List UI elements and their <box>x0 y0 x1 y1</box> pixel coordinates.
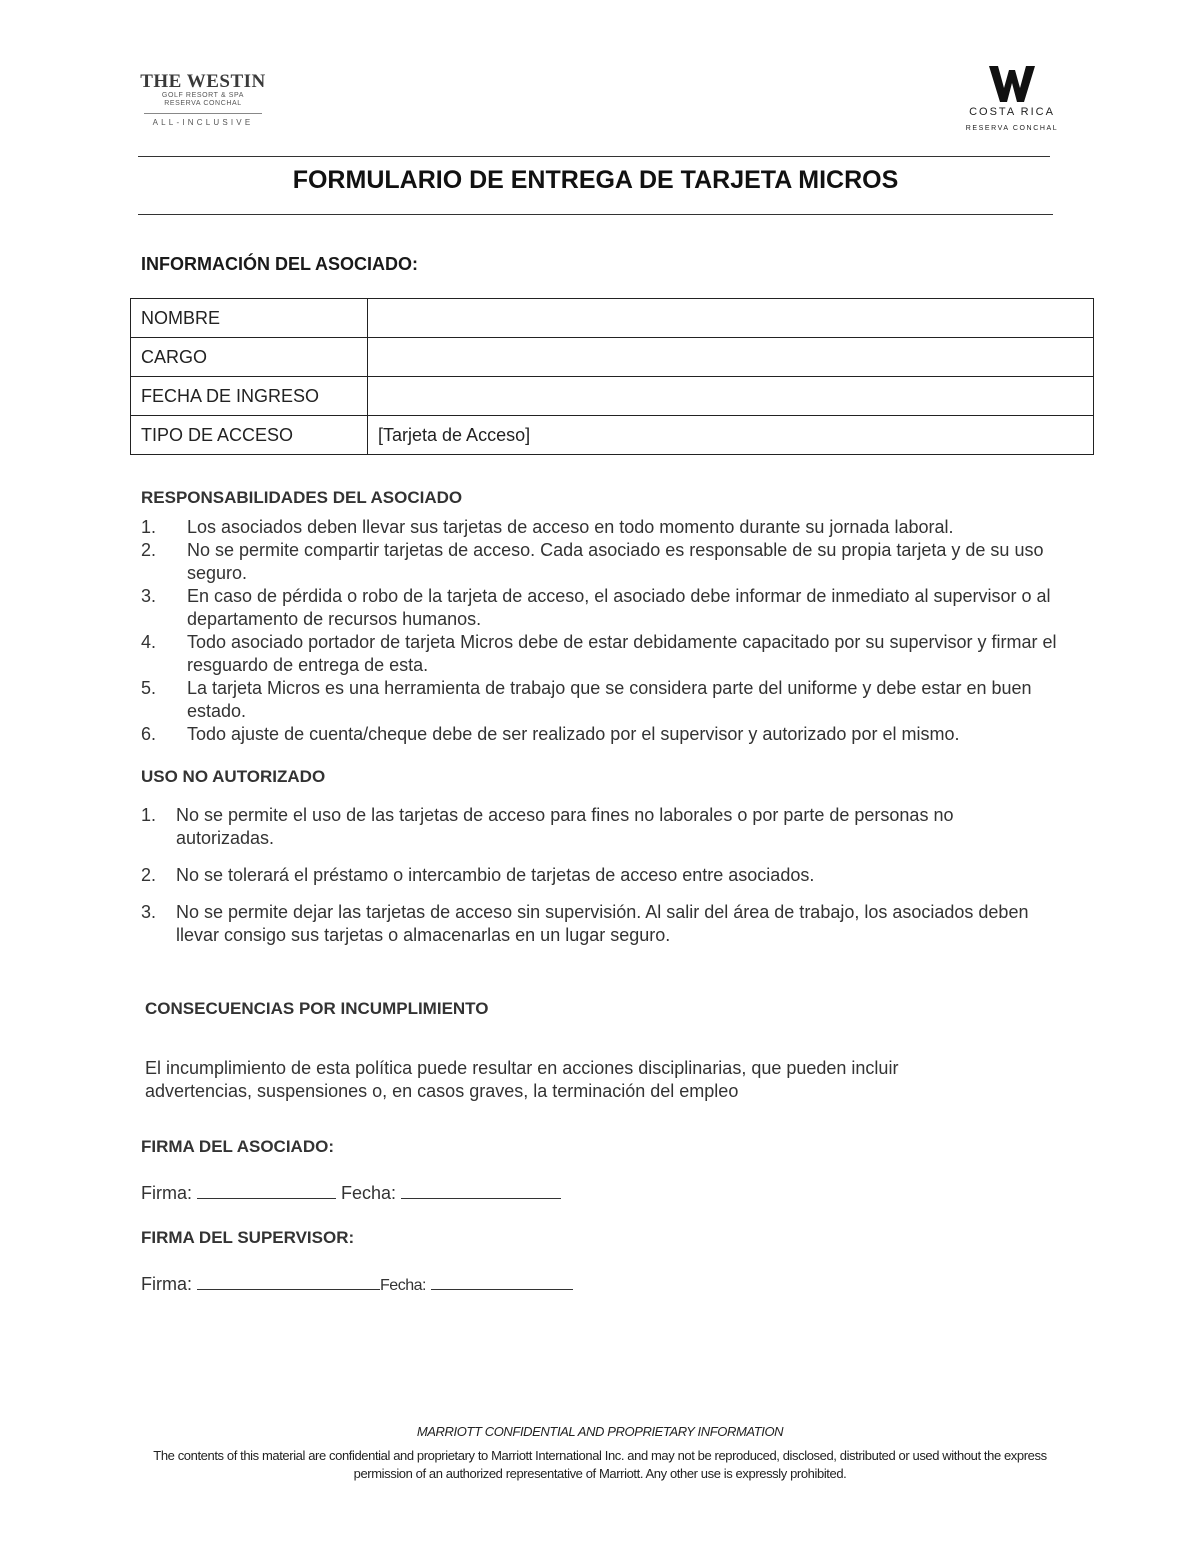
w-logo-subtitle: RESERVA CONCHAL <box>965 125 1059 132</box>
westin-logo-all-inclusive: ALL-INCLUSIVE <box>152 118 254 127</box>
westin-logo-divider <box>144 113 262 114</box>
list-item: 5. La tarjeta Micros es una herramienta de trabajo que se considera parte del uniforme y debe estar en buen estado. <box>141 678 1032 721</box>
list-item: 3. En caso de pérdida o robo de la tarjeta de acceso, el asociado debe informar de inmediato al supervisor o al departamento de recursos humanos. <box>141 586 1051 629</box>
row-value-nombre[interactable] <box>368 299 1094 338</box>
list-item: 2. No se permite compartir tarjetas de acceso. Cada asociado es responsable de su propia tarjeta y de su uso seguro. <box>141 540 1044 583</box>
westin-logo <box>138 72 268 128</box>
row-value-cargo[interactable] <box>368 338 1094 377</box>
westin-logo-line2: RESERVA CONCHAL <box>164 100 242 107</box>
table-row <box>131 377 1094 416</box>
row-value-fecha-ingreso[interactable] <box>368 377 1094 416</box>
westin-logo-line1: GOLF RESORT & SPA <box>161 92 245 99</box>
unauthorized-list <box>141 804 1046 961</box>
row-label-fecha-ingreso: FECHA DE INGRESO <box>131 377 368 416</box>
table-row <box>131 299 1094 338</box>
supervisor-signature-line <box>141 1273 573 1295</box>
list-item: 3. No se permite dejar las tarjetas de acceso sin supervisión. Al salir del área de trabajo, los asociados deben llevar consigo sus tarjetas o almacenarlas en un lugar seguro. <box>141 902 1029 945</box>
responsibilities-list <box>141 516 1066 746</box>
associate-signature-line <box>141 1182 561 1204</box>
table-row <box>131 416 1094 455</box>
list-item: 2. No se tolerará el préstamo o intercambio de tarjetas de acceso entre asociados. <box>141 865 815 885</box>
list-item: 1. Los asociados deben llevar sus tarjetas de acceso en todo momento durante su jornada laboral. <box>141 517 954 537</box>
list-item: 6. Todo ajuste de cuenta/cheque debe de ser realizado por el supervisor y autorizado por el mismo. <box>141 724 960 744</box>
w-hotels-logo <box>962 66 1062 133</box>
supervisor-firma-label: Firma: <box>141 1274 192 1294</box>
unauthorized-heading: USO NO AUTORIZADO <box>141 767 326 786</box>
associate-firma-label: Firma: <box>141 1183 192 1203</box>
supervisor-fecha-label: Fecha: <box>380 1277 426 1294</box>
westin-logo-name: THE WESTIN <box>140 71 266 92</box>
list-item: 4. Todo asociado portador de tarjeta Micros debe de estar debidamente capacitado por su supervisor y firmar el resguardo de entrega de esta. <box>141 632 1057 675</box>
associate-fecha-label: Fecha: <box>341 1183 397 1203</box>
consequences-text: El incumplimiento de esta política puede resultar en acciones disciplinarias, que pueden incluir advertencias, suspensiones o, en casos graves, la terminación del empleo <box>145 1058 899 1101</box>
associate-info-table <box>130 298 1094 455</box>
header-divider <box>138 156 1050 157</box>
associate-signature-heading: FIRMA DEL ASOCIADO: <box>141 1137 334 1156</box>
list-item: 1. No se permite el uso de las tarjetas de acceso para fines no laborales o por parte de personas no autorizadas. <box>141 805 954 848</box>
info-heading: INFORMACIÓN DEL ASOCIADO: <box>141 254 418 274</box>
table-row <box>131 338 1094 377</box>
row-label-nombre: NOMBRE <box>131 299 368 338</box>
supervisor-signature-heading: FIRMA DEL SUPERVISOR: <box>141 1228 355 1247</box>
row-label-tipo-acceso: TIPO DE ACCESO <box>131 416 368 455</box>
associate-firma-field[interactable] <box>197 1182 336 1199</box>
consequences-heading: CONSECUENCIAS POR INCUMPLIMIENTO <box>145 999 489 1018</box>
row-value-tipo-acceso[interactable]: [Tarjeta de Acceso] <box>368 416 1094 455</box>
title-divider <box>138 214 1053 215</box>
w-letter-icon <box>989 66 1035 102</box>
footer-text: The contents of this material are confidential and proprietary to Marriott International Inc. and may not be reproduced, disclosed, distributed or used without the express permission of an authorized representative of Marriott. Any other use is expressly prohibited. <box>153 1448 1047 1481</box>
associate-fecha-field[interactable] <box>401 1182 561 1199</box>
w-logo-country: COSTA RICA <box>969 106 1055 118</box>
footer-title: MARRIOTT CONFIDENTIAL AND PROPRIETARY INFORMATION <box>416 1424 784 1439</box>
supervisor-firma-field[interactable] <box>197 1273 380 1290</box>
page-title: FORMULARIO DE ENTREGA DE TARJETA MICROS <box>292 166 899 194</box>
row-label-cargo: CARGO <box>131 338 368 377</box>
responsibilities-heading: RESPONSABILIDADES DEL ASOCIADO <box>141 488 463 507</box>
supervisor-fecha-field[interactable] <box>431 1273 573 1290</box>
